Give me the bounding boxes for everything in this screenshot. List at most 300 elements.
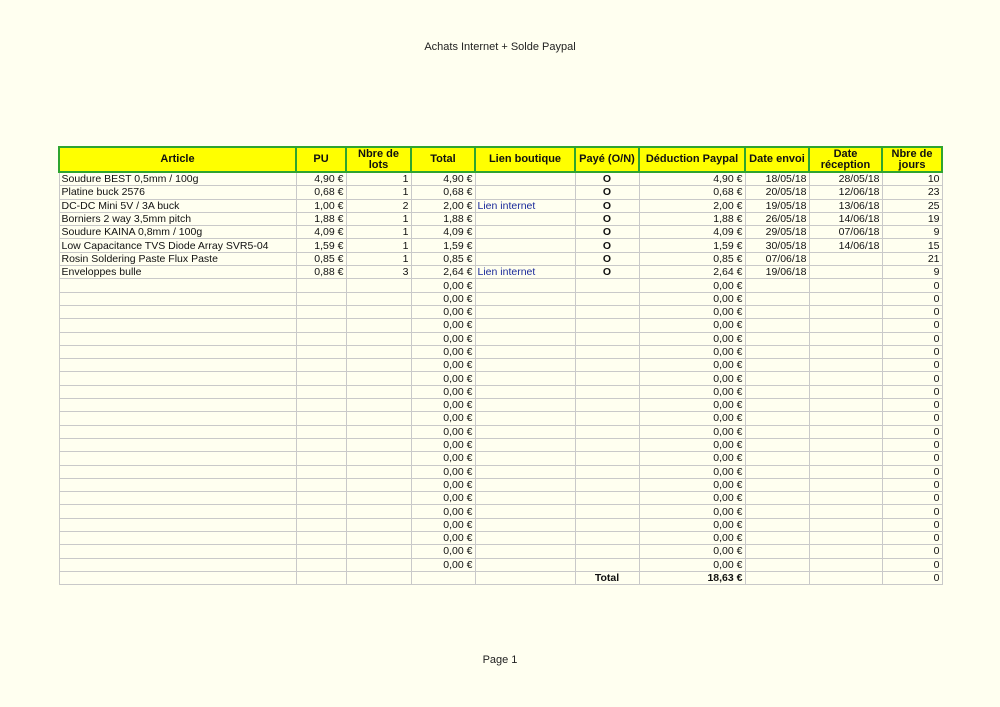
cell-reception: 28/05/18 <box>809 172 882 186</box>
table-row <box>59 359 942 372</box>
cell-total: 0,68 € <box>411 186 475 199</box>
table-row <box>59 186 942 199</box>
cell-lots <box>346 305 411 318</box>
cell-total: 0,00 € <box>411 438 475 451</box>
summary-jours: 0 <box>882 571 942 584</box>
table-row <box>59 266 942 279</box>
cell-lots <box>346 399 411 412</box>
cell-deduction: 0,00 € <box>639 438 745 451</box>
purchases-table <box>58 146 943 585</box>
cell-deduction: 2,64 € <box>639 266 745 279</box>
cell-jours: 9 <box>882 266 942 279</box>
cell-envoi <box>745 305 809 318</box>
cell-lien <box>475 532 575 545</box>
cell-total: 0,00 € <box>411 505 475 518</box>
cell-lien <box>475 226 575 239</box>
cell-paye: O <box>575 239 639 252</box>
cell-deduction: 0,00 € <box>639 492 745 505</box>
cell-article <box>59 465 296 478</box>
cell-envoi: 19/05/18 <box>745 199 809 212</box>
cell-lots <box>346 532 411 545</box>
cell-envoi <box>745 492 809 505</box>
table-row <box>59 385 942 398</box>
cell-lots <box>346 292 411 305</box>
cell-lots <box>346 505 411 518</box>
cell-article: Enveloppes bulle <box>59 266 296 279</box>
cell-paye: O <box>575 266 639 279</box>
cell-jours: 25 <box>882 199 942 212</box>
cell-deduction: 0,00 € <box>639 532 745 545</box>
cell-jours: 0 <box>882 385 942 398</box>
cell-jours: 0 <box>882 425 942 438</box>
cell-jours: 0 <box>882 558 942 571</box>
cell-jours: 0 <box>882 532 942 545</box>
cell-deduction: 0,00 € <box>639 399 745 412</box>
cell-article <box>59 438 296 451</box>
table-row <box>59 226 942 239</box>
cell-total: 2,64 € <box>411 266 475 279</box>
cell-reception <box>809 319 882 332</box>
summary-empty <box>411 571 475 584</box>
table-row <box>59 532 942 545</box>
cell-lien <box>475 172 575 186</box>
cell-envoi <box>745 558 809 571</box>
table-row <box>59 345 942 358</box>
cell-lots <box>346 385 411 398</box>
cell-reception <box>809 545 882 558</box>
cell-lien <box>475 252 575 265</box>
cell-total: 0,00 € <box>411 492 475 505</box>
cell-reception <box>809 505 882 518</box>
cell-envoi <box>745 505 809 518</box>
cell-reception <box>809 438 882 451</box>
cell-lots <box>346 545 411 558</box>
cell-deduction: 0,00 € <box>639 518 745 531</box>
table-body <box>59 172 942 585</box>
cell-paye <box>575 279 639 292</box>
cell-paye <box>575 465 639 478</box>
table-row <box>59 505 942 518</box>
cell-pu: 4,09 € <box>296 226 346 239</box>
summary-label: Total <box>575 571 639 584</box>
cell-paye <box>575 532 639 545</box>
cell-lien <box>475 505 575 518</box>
cell-envoi <box>745 438 809 451</box>
document-title: Achats Internet + Solde Paypal <box>424 41 576 53</box>
cell-envoi <box>745 372 809 385</box>
cell-deduction: 0,00 € <box>639 359 745 372</box>
cell-reception <box>809 279 882 292</box>
cell-pu <box>296 305 346 318</box>
cell-deduction: 0,00 € <box>639 452 745 465</box>
cell-lots: 1 <box>346 172 411 186</box>
cell-deduction: 0,00 € <box>639 558 745 571</box>
cell-total: 0,00 € <box>411 292 475 305</box>
cell-lien <box>475 478 575 491</box>
column-header-article: Article <box>59 147 296 172</box>
cell-deduction: 0,00 € <box>639 425 745 438</box>
cell-jours: 0 <box>882 279 942 292</box>
cell-total: 4,90 € <box>411 172 475 186</box>
cell-jours: 9 <box>882 226 942 239</box>
table-row <box>59 332 942 345</box>
table-row <box>59 279 942 292</box>
cell-envoi: 20/05/18 <box>745 186 809 199</box>
cell-paye <box>575 438 639 451</box>
summary-empty <box>809 571 882 584</box>
cell-jours: 0 <box>882 518 942 531</box>
cell-reception <box>809 345 882 358</box>
summary-empty <box>296 571 346 584</box>
cell-lien <box>475 305 575 318</box>
cell-pu <box>296 385 346 398</box>
cell-reception <box>809 558 882 571</box>
cell-paye: O <box>575 172 639 186</box>
cell-deduction: 0,00 € <box>639 478 745 491</box>
cell-reception <box>809 532 882 545</box>
cell-deduction: 0,00 € <box>639 332 745 345</box>
cell-envoi <box>745 452 809 465</box>
cell-total: 0,00 € <box>411 412 475 425</box>
cell-pu: 1,88 € <box>296 212 346 225</box>
cell-jours: 0 <box>882 319 942 332</box>
cell-envoi <box>745 545 809 558</box>
cell-article <box>59 478 296 491</box>
cell-reception: 12/06/18 <box>809 186 882 199</box>
cell-envoi <box>745 399 809 412</box>
cell-lots <box>346 425 411 438</box>
cell-jours: 0 <box>882 545 942 558</box>
cell-envoi <box>745 292 809 305</box>
cell-jours: 0 <box>882 332 942 345</box>
cell-pu <box>296 518 346 531</box>
table-row <box>59 425 942 438</box>
cell-lien <box>475 186 575 199</box>
cell-pu <box>296 399 346 412</box>
cell-pu <box>296 412 346 425</box>
cell-article: Platine buck 2576 <box>59 186 296 199</box>
cell-reception <box>809 252 882 265</box>
cell-deduction: 2,00 € <box>639 199 745 212</box>
cell-envoi <box>745 345 809 358</box>
column-header-reception: Date réception <box>809 147 882 172</box>
cell-envoi <box>745 385 809 398</box>
cell-envoi: 19/06/18 <box>745 266 809 279</box>
cell-envoi <box>745 465 809 478</box>
cell-deduction: 0,00 € <box>639 465 745 478</box>
cell-jours: 0 <box>882 359 942 372</box>
cell-article <box>59 292 296 305</box>
cell-envoi <box>745 478 809 491</box>
cell-lots <box>346 478 411 491</box>
table-row <box>59 319 942 332</box>
cell-article: Low Capacitance TVS Diode Array SVR5-04 <box>59 239 296 252</box>
summary-empty <box>346 571 411 584</box>
cell-deduction: 0,00 € <box>639 385 745 398</box>
cell-envoi <box>745 332 809 345</box>
cell-article <box>59 518 296 531</box>
table-row <box>59 558 942 571</box>
cell-lots <box>346 412 411 425</box>
cell-lien[interactable]: Lien internet <box>475 199 575 212</box>
column-header-pu: PU <box>296 147 346 172</box>
cell-jours: 0 <box>882 345 942 358</box>
cell-pu: 1,00 € <box>296 199 346 212</box>
cell-pu <box>296 372 346 385</box>
cell-paye <box>575 412 639 425</box>
cell-lots <box>346 319 411 332</box>
cell-article <box>59 305 296 318</box>
cell-reception <box>809 266 882 279</box>
cell-jours: 0 <box>882 372 942 385</box>
summary-empty <box>745 571 809 584</box>
cell-pu: 4,90 € <box>296 172 346 186</box>
cell-jours: 19 <box>882 212 942 225</box>
cell-article <box>59 399 296 412</box>
cell-total: 0,00 € <box>411 545 475 558</box>
cell-lots <box>346 279 411 292</box>
cell-envoi <box>745 518 809 531</box>
cell-paye <box>575 492 639 505</box>
cell-lots <box>346 518 411 531</box>
page-number: Page 1 <box>482 654 518 666</box>
cell-jours: 0 <box>882 452 942 465</box>
column-header-paye: Payé (O/N) <box>575 147 639 172</box>
table-row <box>59 465 942 478</box>
cell-lots <box>346 492 411 505</box>
cell-pu: 0,88 € <box>296 266 346 279</box>
cell-lots: 1 <box>346 226 411 239</box>
cell-deduction: 0,68 € <box>639 186 745 199</box>
cell-envoi: 18/05/18 <box>745 172 809 186</box>
cell-lien <box>475 212 575 225</box>
cell-total: 0,00 € <box>411 319 475 332</box>
cell-article <box>59 492 296 505</box>
cell-jours: 0 <box>882 412 942 425</box>
cell-reception <box>809 359 882 372</box>
cell-lots <box>346 438 411 451</box>
cell-lien <box>475 425 575 438</box>
cell-lien <box>475 279 575 292</box>
cell-pu <box>296 492 346 505</box>
table-row <box>59 545 942 558</box>
cell-paye: O <box>575 252 639 265</box>
cell-total: 2,00 € <box>411 199 475 212</box>
table-header <box>59 147 942 172</box>
summary-row <box>59 571 942 584</box>
cell-lien <box>475 319 575 332</box>
table-row <box>59 399 942 412</box>
cell-jours: 0 <box>882 478 942 491</box>
cell-reception <box>809 492 882 505</box>
cell-jours: 0 <box>882 292 942 305</box>
cell-total: 0,00 € <box>411 345 475 358</box>
cell-lots <box>346 465 411 478</box>
cell-lien <box>475 438 575 451</box>
cell-total: 0,00 € <box>411 372 475 385</box>
cell-lots: 1 <box>346 212 411 225</box>
cell-paye <box>575 359 639 372</box>
column-header-deduction: Déduction Paypal <box>639 147 745 172</box>
cell-paye <box>575 372 639 385</box>
cell-envoi <box>745 319 809 332</box>
cell-article <box>59 385 296 398</box>
cell-lots <box>346 359 411 372</box>
cell-jours: 0 <box>882 505 942 518</box>
cell-lien <box>475 545 575 558</box>
cell-reception <box>809 412 882 425</box>
summary-empty <box>475 571 575 584</box>
cell-deduction: 0,00 € <box>639 372 745 385</box>
summary-deduction: 18,63 € <box>639 571 745 584</box>
cell-jours: 0 <box>882 399 942 412</box>
cell-lots: 1 <box>346 252 411 265</box>
cell-article <box>59 372 296 385</box>
cell-pu <box>296 465 346 478</box>
cell-paye <box>575 518 639 531</box>
cell-lots <box>346 345 411 358</box>
cell-deduction: 0,00 € <box>639 505 745 518</box>
cell-pu <box>296 505 346 518</box>
cell-pu <box>296 545 346 558</box>
cell-pu <box>296 425 346 438</box>
cell-lien <box>475 399 575 412</box>
cell-pu <box>296 319 346 332</box>
cell-lien <box>475 239 575 252</box>
cell-article: Rosin Soldering Paste Flux Paste <box>59 252 296 265</box>
cell-total: 0,00 € <box>411 359 475 372</box>
cell-article <box>59 545 296 558</box>
cell-article <box>59 319 296 332</box>
table-row <box>59 199 942 212</box>
cell-total: 1,59 € <box>411 239 475 252</box>
cell-lien <box>475 372 575 385</box>
table-row <box>59 452 942 465</box>
column-header-lien: Lien boutique <box>475 147 575 172</box>
cell-paye <box>575 332 639 345</box>
cell-article <box>59 279 296 292</box>
cell-article <box>59 345 296 358</box>
cell-total: 0,85 € <box>411 252 475 265</box>
cell-paye: O <box>575 199 639 212</box>
cell-lien <box>475 558 575 571</box>
cell-reception <box>809 332 882 345</box>
cell-deduction: 1,88 € <box>639 212 745 225</box>
cell-deduction: 4,90 € <box>639 172 745 186</box>
cell-total: 0,00 € <box>411 305 475 318</box>
cell-reception <box>809 385 882 398</box>
cell-total: 0,00 € <box>411 532 475 545</box>
cell-envoi: 30/05/18 <box>745 239 809 252</box>
cell-paye <box>575 385 639 398</box>
cell-jours: 23 <box>882 186 942 199</box>
cell-envoi <box>745 412 809 425</box>
cell-reception <box>809 372 882 385</box>
cell-lots <box>346 332 411 345</box>
cell-reception: 07/06/18 <box>809 226 882 239</box>
cell-deduction: 0,00 € <box>639 319 745 332</box>
cell-reception <box>809 399 882 412</box>
cell-pu <box>296 345 346 358</box>
cell-envoi: 26/05/18 <box>745 212 809 225</box>
cell-article: Soudure BEST 0,5mm / 100g <box>59 172 296 186</box>
cell-envoi: 07/06/18 <box>745 252 809 265</box>
table-row <box>59 492 942 505</box>
cell-lien <box>475 518 575 531</box>
cell-reception <box>809 452 882 465</box>
cell-lien <box>475 452 575 465</box>
cell-total: 0,00 € <box>411 478 475 491</box>
cell-envoi <box>745 532 809 545</box>
cell-deduction: 0,00 € <box>639 345 745 358</box>
cell-envoi <box>745 359 809 372</box>
cell-jours: 0 <box>882 492 942 505</box>
cell-deduction: 1,59 € <box>639 239 745 252</box>
table-row <box>59 305 942 318</box>
cell-reception <box>809 292 882 305</box>
table-row <box>59 252 942 265</box>
cell-reception: 14/06/18 <box>809 239 882 252</box>
cell-lots: 3 <box>346 266 411 279</box>
cell-pu <box>296 452 346 465</box>
cell-total: 0,00 € <box>411 558 475 571</box>
cell-paye: O <box>575 212 639 225</box>
column-header-total: Total <box>411 147 475 172</box>
cell-paye <box>575 319 639 332</box>
cell-article <box>59 425 296 438</box>
cell-total: 0,00 € <box>411 518 475 531</box>
cell-reception <box>809 465 882 478</box>
cell-envoi <box>745 425 809 438</box>
cell-lots: 2 <box>346 199 411 212</box>
cell-lien <box>475 292 575 305</box>
cell-total: 0,00 € <box>411 399 475 412</box>
cell-paye <box>575 399 639 412</box>
cell-deduction: 0,00 € <box>639 305 745 318</box>
column-header-jours: Nbre de jours <box>882 147 942 172</box>
column-header-envoi: Date envoi <box>745 147 809 172</box>
cell-reception <box>809 305 882 318</box>
cell-lots <box>346 452 411 465</box>
cell-paye: O <box>575 226 639 239</box>
cell-jours: 0 <box>882 438 942 451</box>
cell-lien[interactable]: Lien internet <box>475 266 575 279</box>
cell-total: 0,00 € <box>411 279 475 292</box>
cell-total: 0,00 € <box>411 465 475 478</box>
cell-jours: 0 <box>882 305 942 318</box>
table-row <box>59 372 942 385</box>
cell-jours: 0 <box>882 465 942 478</box>
cell-total: 0,00 € <box>411 452 475 465</box>
cell-deduction: 0,00 € <box>639 545 745 558</box>
table-row <box>59 518 942 531</box>
cell-pu <box>296 359 346 372</box>
table-row <box>59 412 942 425</box>
cell-envoi: 29/05/18 <box>745 226 809 239</box>
cell-lien <box>475 359 575 372</box>
table-row <box>59 239 942 252</box>
cell-paye <box>575 505 639 518</box>
cell-deduction: 0,00 € <box>639 412 745 425</box>
cell-article <box>59 359 296 372</box>
table-row <box>59 438 942 451</box>
cell-total: 0,00 € <box>411 332 475 345</box>
cell-lien <box>475 412 575 425</box>
table-row <box>59 172 942 186</box>
cell-lien <box>475 345 575 358</box>
cell-paye <box>575 305 639 318</box>
table-row <box>59 212 942 225</box>
